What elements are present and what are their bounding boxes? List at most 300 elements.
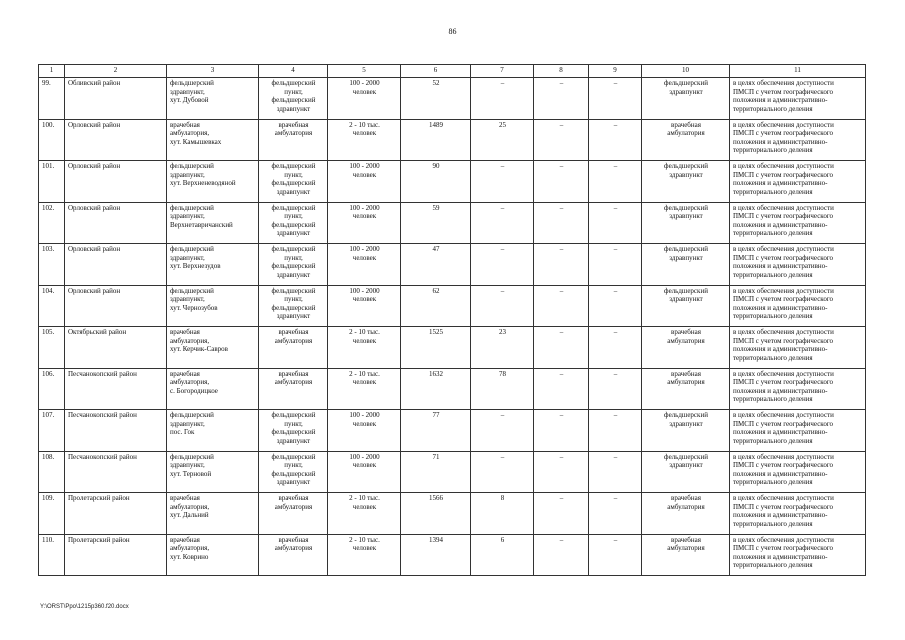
cell-line: ПМСП с учетом географического (733, 419, 834, 428)
value-cell: – (534, 410, 589, 452)
value-cell: – (589, 285, 642, 327)
cell-line: здравпункт, (170, 170, 205, 179)
header-cell: 3 (167, 65, 259, 78)
cell-line: врачебная (170, 494, 200, 502)
cell-line: фельдшерский (170, 203, 214, 212)
value-cell: – (589, 119, 642, 161)
cell-line: ПМСП с учетом географического (733, 544, 834, 552)
count-cell: – (471, 78, 534, 120)
cell-line: здравпункт, (170, 419, 205, 428)
cell-line: территориального деления (733, 229, 813, 237)
cell-line: здравпункт, (170, 87, 205, 96)
row-number-cell: 101. (39, 161, 65, 203)
cell-line: ПМСП с учетом географического (733, 295, 834, 303)
cell-line: территориального деления (733, 312, 813, 320)
row-number-cell: 110. (39, 534, 65, 576)
cell-line: в целях обеспечения доступности (733, 328, 834, 336)
header-cell: 8 (534, 65, 589, 78)
cell-line: фельдшерский (170, 452, 214, 461)
cell-line: человек (352, 295, 377, 303)
cell-line: фельдшерский (271, 220, 316, 229)
district-cell: Песчанокопский район (65, 368, 167, 410)
cell-line: врачебная (278, 494, 309, 502)
population-cell (328, 493, 401, 535)
cell-line: фельдшерский (271, 469, 316, 478)
file-path-footer: Y:\ORST\Ppo\1215p360.f20.docx (40, 604, 129, 610)
count-cell: 71 (401, 451, 471, 493)
cell-line: врачебная (170, 328, 200, 336)
cell-line: человек (352, 502, 377, 511)
cell-line: врачебная (671, 535, 701, 544)
cell-line: врачебная (278, 120, 309, 129)
proposed-type-cell (642, 368, 730, 410)
cell-line: положения и административно- (733, 179, 828, 187)
facility-type-cell (259, 368, 328, 410)
cell-line: в целях обеспечения доступности (733, 535, 834, 544)
cell-line: врачебная (278, 369, 309, 378)
facilities-table (38, 64, 866, 576)
cell-line: человек (352, 170, 377, 179)
cell-line: хут. Верхненеводяной (170, 179, 236, 187)
facility-type-cell (259, 244, 328, 286)
cell-line: фельдшерский (664, 245, 708, 253)
cell-line: человек (352, 419, 377, 428)
table-row (39, 161, 866, 203)
justification-cell (730, 78, 866, 120)
facility-name-cell (167, 493, 259, 535)
population-cell (328, 327, 401, 369)
facility-type-cell (259, 493, 328, 535)
cell-line: пункт, (284, 253, 303, 262)
header-cell: 2 (65, 65, 167, 78)
cell-line: положения и административно- (733, 345, 828, 353)
cell-line: амбулатория, (170, 378, 210, 386)
population-cell (328, 119, 401, 161)
cell-line: хут. Чернозубов (170, 303, 218, 312)
cell-line: здравпункт, (170, 461, 205, 469)
header-cell: 4 (259, 65, 328, 78)
cell-line: хут. Дальний (170, 511, 209, 519)
cell-line: ПМСП с учетом географического (733, 212, 834, 220)
count-cell: 23 (471, 327, 534, 369)
cell-line: фельдшерский (271, 162, 316, 170)
row-number-cell: 99. (39, 78, 65, 120)
cell-line: положения и административно- (733, 220, 828, 229)
cell-line: 100 - 2000 (349, 245, 380, 253)
proposed-type-cell (642, 493, 730, 535)
cell-line: ПМСП с учетом географического (733, 170, 834, 179)
header-cell: 9 (589, 65, 642, 78)
facility-name-cell (167, 534, 259, 576)
value-cell: – (589, 534, 642, 576)
cell-line: 100 - 2000 (349, 411, 380, 419)
proposed-type-cell (642, 202, 730, 244)
cell-line: положения и административно- (733, 428, 828, 436)
table-row (39, 410, 866, 452)
cell-line: Верхнетавричанский (170, 220, 233, 229)
count-cell: 1489 (401, 119, 471, 161)
cell-line: врачебная (671, 328, 701, 336)
value-cell: – (589, 493, 642, 535)
cell-line: ПМСП с учетом географического (733, 502, 834, 511)
proposed-type-cell (642, 78, 730, 120)
count-cell: 78 (471, 368, 534, 410)
count-cell: 1394 (401, 534, 471, 576)
cell-line: территориального деления (733, 561, 813, 569)
value-cell: – (534, 202, 589, 244)
facility-type-cell (259, 534, 328, 576)
district-cell: Пролетарский район (65, 534, 167, 576)
justification-cell (730, 285, 866, 327)
cell-line: человек (352, 378, 377, 386)
cell-line: здравпункт (669, 419, 703, 428)
cell-line: в целях обеспечения доступности (733, 452, 834, 461)
cell-line: человек (352, 336, 377, 345)
facility-name-cell (167, 202, 259, 244)
facility-type-cell (259, 451, 328, 493)
cell-line: здравпункт (669, 170, 703, 179)
facility-type-cell (259, 285, 328, 327)
count-cell: 77 (401, 410, 471, 452)
cell-line: человек (352, 212, 377, 220)
value-cell: – (534, 244, 589, 286)
cell-line: амбулатория (667, 336, 705, 345)
population-cell (328, 244, 401, 286)
cell-line: территориального деления (733, 353, 813, 362)
row-number-cell: 105. (39, 327, 65, 369)
count-cell: 62 (401, 285, 471, 327)
count-cell: 59 (401, 202, 471, 244)
cell-line: фельдшерский (170, 286, 214, 295)
cell-line: ПМСП с учетом географического (733, 336, 834, 345)
header-cell: 1 (39, 65, 65, 78)
cell-line: врачебная (278, 328, 309, 336)
cell-line: фельдшерский (170, 245, 214, 253)
value-cell: – (534, 285, 589, 327)
row-number-cell: 107. (39, 410, 65, 452)
cell-line: фельдшерский (271, 245, 316, 253)
cell-line: здравпункт (276, 104, 311, 113)
row-number-cell: 102. (39, 202, 65, 244)
header-cell: 5 (328, 65, 401, 78)
cell-line: здравпункт (276, 270, 311, 279)
header-cell: 6 (401, 65, 471, 78)
cell-line: амбулатория (274, 378, 313, 386)
table-row (39, 119, 866, 161)
facility-name-cell (167, 161, 259, 203)
value-cell: – (534, 493, 589, 535)
count-cell: – (471, 202, 534, 244)
cell-line: амбулатория, (170, 502, 210, 511)
row-number-cell: 100. (39, 119, 65, 161)
cell-line: здравпункт, (170, 212, 205, 220)
proposed-type-cell (642, 285, 730, 327)
value-cell: – (589, 244, 642, 286)
table-row (39, 368, 866, 410)
cell-line: человек (352, 544, 377, 552)
cell-line: в целях обеспечения доступности (733, 203, 834, 212)
cell-line: пункт, (284, 461, 303, 469)
cell-line: положения и административно- (733, 386, 828, 395)
cell-line: человек (352, 129, 377, 137)
cell-line: пункт, (284, 212, 303, 220)
table-row (39, 78, 866, 120)
table-row (39, 534, 866, 576)
cell-line: хут. Коврино (170, 552, 209, 561)
cell-line: положения и административно- (733, 552, 828, 561)
cell-line: в целях обеспечения доступности (733, 286, 834, 295)
value-cell: – (534, 327, 589, 369)
table-row (39, 244, 866, 286)
facility-name-cell (167, 78, 259, 120)
cell-line: 100 - 2000 (349, 79, 380, 87)
district-cell: Орловский район (65, 161, 167, 203)
justification-cell (730, 368, 866, 410)
facility-type-cell (259, 119, 328, 161)
facility-type-cell (259, 410, 328, 452)
cell-line: ПМСП с учетом географического (733, 87, 834, 96)
cell-line: положения и административно- (733, 469, 828, 478)
row-number-cell: 108. (39, 451, 65, 493)
facility-type-cell (259, 161, 328, 203)
count-cell: – (471, 285, 534, 327)
cell-line: 2 - 10 тыс. (349, 535, 380, 544)
justification-cell (730, 202, 866, 244)
justification-cell (730, 244, 866, 286)
header-cell: 7 (471, 65, 534, 78)
cell-line: территориального деления (733, 436, 813, 445)
count-cell: – (471, 161, 534, 203)
count-cell: 6 (471, 534, 534, 576)
justification-cell (730, 327, 866, 369)
district-cell: Песчанокопский район (65, 451, 167, 493)
value-cell: – (534, 119, 589, 161)
proposed-type-cell (642, 410, 730, 452)
proposed-type-cell (642, 534, 730, 576)
count-cell: – (471, 451, 534, 493)
cell-line: территориального деления (733, 104, 813, 113)
count-cell: 47 (401, 244, 471, 286)
facility-type-cell (259, 78, 328, 120)
cell-line: здравпункт (276, 436, 311, 445)
justification-cell (730, 534, 866, 576)
count-cell: 90 (401, 161, 471, 203)
count-cell: 1566 (401, 493, 471, 535)
cell-line: положения и административно- (733, 96, 828, 104)
count-cell: – (471, 244, 534, 286)
cell-line: пункт, (284, 295, 303, 303)
population-cell (328, 410, 401, 452)
cell-line: амбулатория (667, 544, 705, 552)
cell-line: здравпункт (276, 229, 311, 237)
cell-line: амбулатория (667, 502, 705, 511)
cell-line: здравпункт (669, 461, 703, 469)
cell-line: положения и административно- (733, 511, 828, 519)
cell-line: ПМСП с учетом географического (733, 253, 834, 262)
cell-line: амбулатория, (170, 129, 210, 137)
cell-line: здравпункт, (170, 253, 205, 262)
cell-line: в целях обеспечения доступности (733, 162, 834, 170)
cell-line: врачебная (671, 369, 701, 378)
district-cell: Пролетарский район (65, 493, 167, 535)
cell-line: врачебная (170, 535, 200, 544)
cell-line: здравпункт (276, 312, 311, 320)
population-cell (328, 78, 401, 120)
header-cell: 11 (730, 65, 866, 78)
cell-line: фельдшерский (170, 79, 214, 87)
cell-line: пос. Гок (170, 428, 195, 436)
justification-cell (730, 410, 866, 452)
population-cell (328, 202, 401, 244)
cell-line: фельдшерский (664, 79, 708, 87)
table-row (39, 327, 866, 369)
value-cell: – (589, 368, 642, 410)
table-row (39, 202, 866, 244)
proposed-type-cell (642, 244, 730, 286)
cell-line: в целях обеспечения доступности (733, 120, 834, 129)
cell-line: в целях обеспечения доступности (733, 369, 834, 378)
justification-cell (730, 493, 866, 535)
count-cell: 1525 (401, 327, 471, 369)
population-cell (328, 451, 401, 493)
table-row (39, 285, 866, 327)
cell-line: врачебная (671, 494, 701, 502)
cell-line: пункт, (284, 170, 303, 179)
cell-line: 2 - 10 тыс. (349, 328, 380, 336)
cell-line: с. Богородицкое (170, 386, 218, 395)
facility-name-cell (167, 327, 259, 369)
cell-line: положения и административно- (733, 262, 828, 270)
value-cell: – (589, 202, 642, 244)
facility-type-cell (259, 327, 328, 369)
cell-line: фельдшерский (664, 452, 708, 461)
cell-line: врачебная (170, 369, 200, 378)
facility-name-cell (167, 368, 259, 410)
cell-line: здравпункт (669, 295, 703, 303)
row-number-cell: 104. (39, 285, 65, 327)
cell-line: здравпункт, (170, 295, 205, 303)
cell-line: человек (352, 87, 377, 96)
value-cell: – (589, 451, 642, 493)
table-row (39, 493, 866, 535)
cell-line: фельдшерский (664, 162, 708, 170)
cell-line: амбулатория (274, 544, 313, 552)
cell-line: ПМСП с учетом географического (733, 378, 834, 386)
cell-line: 100 - 2000 (349, 162, 380, 170)
facility-name-cell (167, 244, 259, 286)
justification-cell (730, 451, 866, 493)
district-cell: Обливский район (65, 78, 167, 120)
cell-line: в целях обеспечения доступности (733, 494, 834, 502)
cell-line: амбулатория (274, 336, 313, 345)
cell-line: 2 - 10 тыс. (349, 494, 380, 502)
count-cell: – (471, 410, 534, 452)
cell-line: амбулатория (274, 129, 313, 137)
cell-line: фельдшерский (664, 286, 708, 295)
cell-line: хут. Керчик-Савров (170, 345, 228, 353)
cell-line: пункт, (284, 87, 303, 96)
count-cell: 52 (401, 78, 471, 120)
cell-line: в целях обеспечения доступности (733, 245, 834, 253)
facility-name-cell (167, 410, 259, 452)
cell-line: 100 - 2000 (349, 286, 380, 295)
value-cell: – (534, 161, 589, 203)
proposed-type-cell (642, 161, 730, 203)
facility-name-cell (167, 285, 259, 327)
cell-line: фельдшерский (271, 79, 316, 87)
justification-cell (730, 161, 866, 203)
cell-line: 100 - 2000 (349, 452, 380, 461)
justification-cell (730, 119, 866, 161)
district-cell: Орловский район (65, 202, 167, 244)
cell-line: здравпункт (669, 87, 703, 96)
population-cell (328, 161, 401, 203)
district-cell: Октябрьский район (65, 327, 167, 369)
cell-line: фельдшерский (271, 303, 316, 312)
facility-type-cell (259, 202, 328, 244)
facility-name-cell (167, 119, 259, 161)
cell-line: фельдшерский (271, 452, 316, 461)
cell-line: амбулатория (274, 502, 313, 511)
value-cell: – (534, 451, 589, 493)
cell-line: в целях обеспечения доступности (733, 411, 834, 419)
cell-line: пункт, (284, 419, 303, 428)
cell-line: фельдшерский (271, 179, 316, 187)
cell-line: фельдшерский (664, 203, 708, 212)
cell-line: врачебная (278, 535, 309, 544)
count-cell: 8 (471, 493, 534, 535)
cell-line: ПМСП с учетом географического (733, 129, 834, 137)
cell-line: положения и административно- (733, 137, 828, 146)
row-number-cell: 109. (39, 493, 65, 535)
cell-line: фельдшерский (170, 411, 214, 419)
cell-line: 2 - 10 тыс. (349, 369, 380, 378)
cell-line: хут. Верхнезудов (170, 262, 221, 270)
cell-line: здравпункт (669, 253, 703, 262)
cell-line: положения и административно- (733, 303, 828, 312)
value-cell: – (534, 368, 589, 410)
row-number-cell: 106. (39, 368, 65, 410)
district-cell: Орловский район (65, 119, 167, 161)
cell-line: фельдшерский (271, 428, 316, 436)
proposed-type-cell (642, 451, 730, 493)
population-cell (328, 368, 401, 410)
table-row (39, 451, 866, 493)
population-cell (328, 534, 401, 576)
district-cell: Орловский район (65, 285, 167, 327)
facility-name-cell (167, 451, 259, 493)
cell-line: фельдшерский (271, 203, 316, 212)
cell-line: амбулатория (667, 378, 705, 386)
cell-line: хут. Терновой (170, 469, 212, 478)
cell-line: 100 - 2000 (349, 203, 380, 212)
cell-line: врачебная (170, 120, 200, 129)
value-cell: – (589, 327, 642, 369)
value-cell: – (534, 534, 589, 576)
cell-line: в целях обеспечения доступности (733, 79, 834, 87)
count-cell: 1632 (401, 368, 471, 410)
cell-line: территориального деления (733, 270, 813, 279)
cell-line: амбулатория, (170, 336, 210, 345)
table-body (39, 78, 866, 576)
count-cell: 25 (471, 119, 534, 161)
cell-line: территориального деления (733, 146, 813, 154)
cell-line: здравпункт (669, 212, 703, 220)
header-cell: 10 (642, 65, 730, 78)
cell-line: территориального деления (733, 187, 813, 196)
cell-line: фельдшерский (271, 96, 316, 104)
cell-line: амбулатория (667, 129, 705, 137)
